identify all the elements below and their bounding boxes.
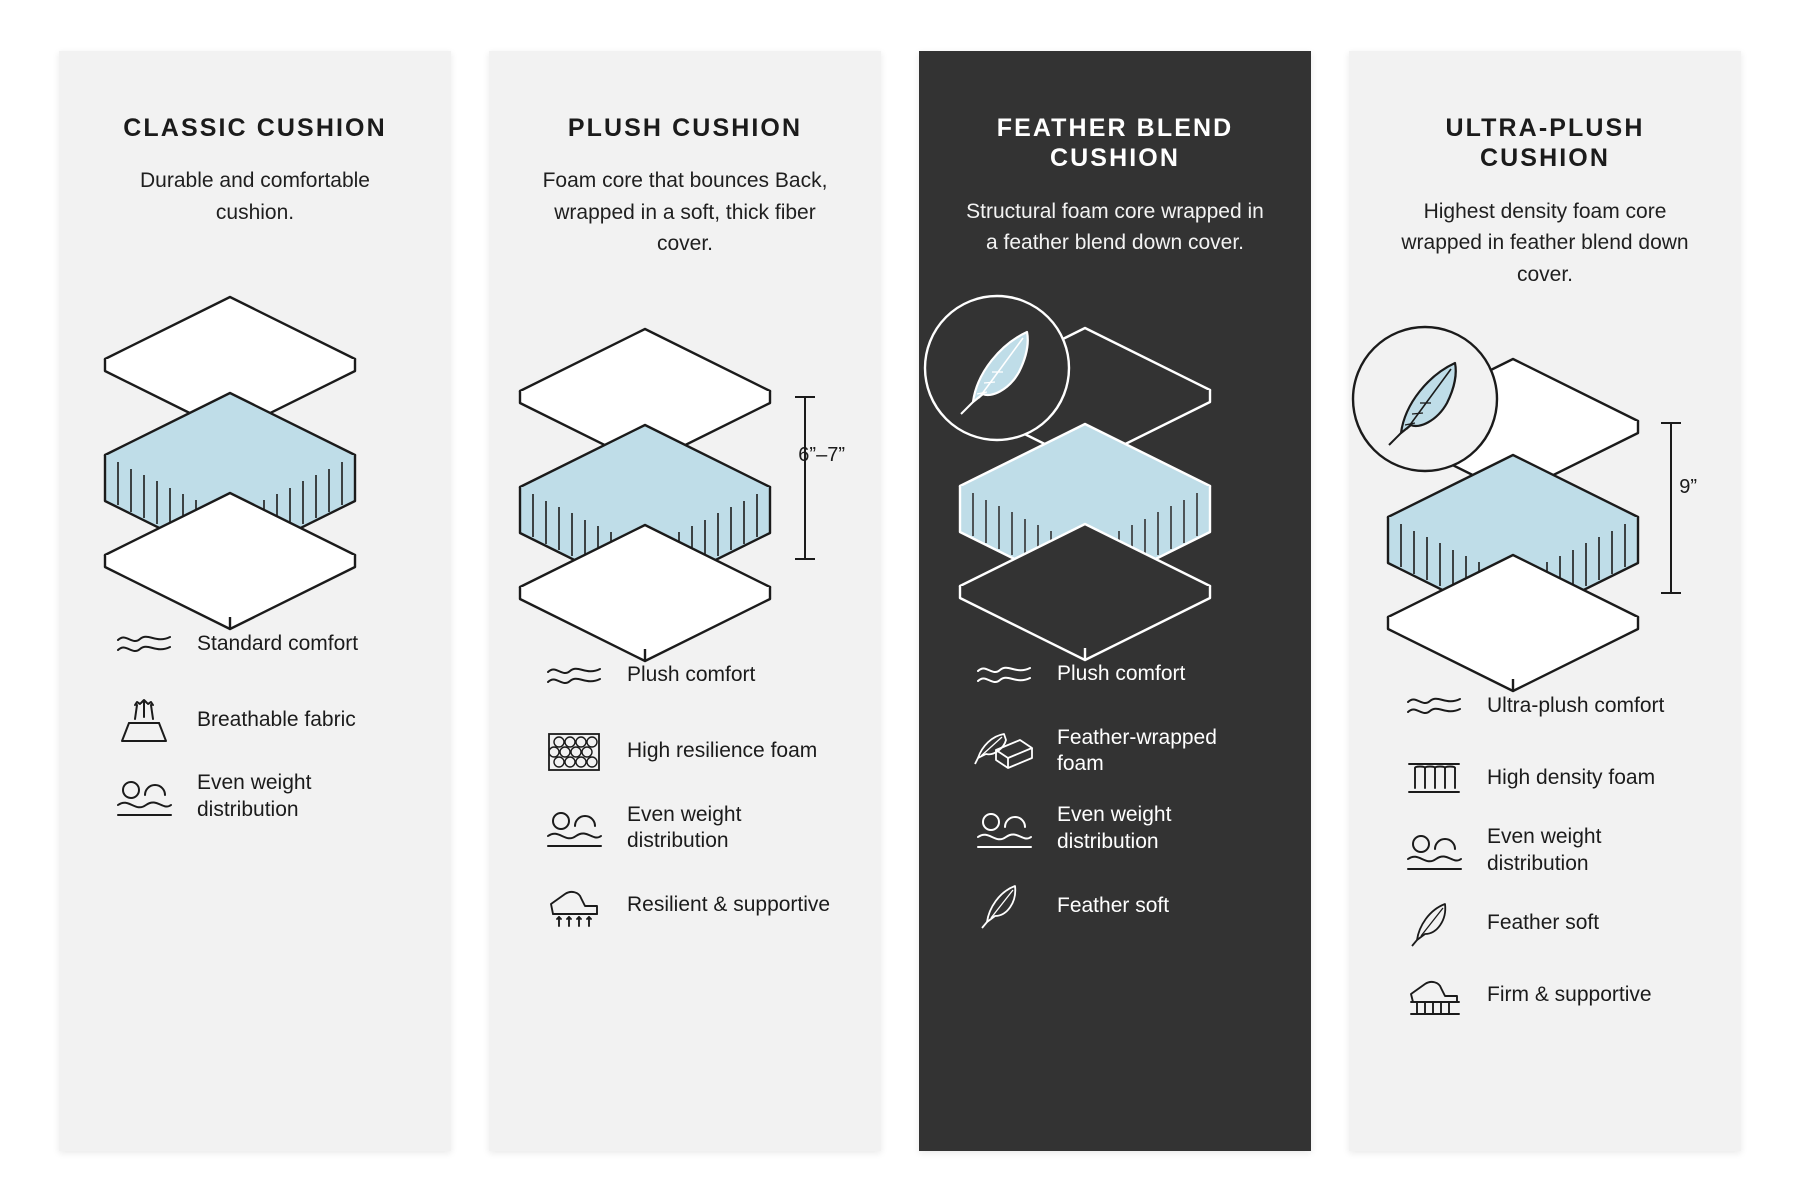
even-weight-distribution-icon	[543, 802, 605, 854]
measurement-bracket	[795, 397, 815, 559]
card-description: Foam core that bounces Back, wrapped in a soft, thick fiber cover.	[542, 169, 828, 255]
feature-list	[1387, 680, 1703, 1022]
feather-badge	[1353, 327, 1497, 471]
cushion-layer-diagram-plush	[527, 294, 843, 624]
cushion-layer-diagram-feather-blend	[957, 293, 1273, 623]
feather-soft-icon	[1403, 898, 1465, 950]
feature-label: Even weight distribution	[1057, 803, 1172, 854]
card-title: ULTRA-PLUSH CUSHION	[1445, 113, 1645, 172]
card-title: CLASSIC CUSHION	[123, 113, 387, 142]
cushion-card-classic[interactable]	[59, 51, 451, 1151]
feature-item	[973, 880, 1273, 932]
measurement-label: 6”–7”	[798, 443, 845, 466]
feature-item	[973, 725, 1273, 779]
feature-item	[543, 726, 843, 778]
cushion-card-ultra-plush[interactable]	[1349, 51, 1741, 1151]
feature-label: Even weight distribution	[197, 771, 312, 821]
feather-badge	[925, 296, 1069, 440]
feature-item	[113, 618, 413, 670]
feature-label: Ultra-plush comfort	[1487, 693, 1665, 717]
feature-list	[957, 649, 1273, 933]
feature-item	[543, 650, 843, 702]
feather-soft-icon	[973, 880, 1035, 932]
feature-item	[1403, 752, 1703, 804]
firm-supportive-icon	[1403, 970, 1465, 1022]
feature-list	[527, 650, 843, 932]
feature-label: Standard comfort	[197, 631, 359, 655]
card-title: PLUSH CUSHION	[567, 113, 803, 142]
even-weight-distribution-icon	[113, 771, 175, 823]
feature-item	[1403, 970, 1703, 1022]
high-resilience-foam-icon	[543, 726, 605, 778]
feature-label: Feather soft	[1057, 893, 1170, 917]
even-weight-distribution-icon	[1403, 825, 1465, 877]
wave-comfort-icon	[543, 650, 605, 702]
feature-label: Plush comfort	[1057, 662, 1186, 686]
resilient-supportive-icon	[543, 879, 605, 931]
feature-label: Feather-wrapped foam	[1057, 725, 1217, 776]
feature-label: High density foam	[1487, 765, 1656, 789]
high-density-foam-icon	[1403, 752, 1465, 804]
card-description: Structural foam core wrapped in a feather blend down cover.	[966, 199, 1264, 254]
cushion-layer-diagram-ultra-plush	[1387, 324, 1703, 654]
card-description: Highest density foam core wrapped in feather blend down cover.	[1401, 199, 1689, 286]
feature-item	[973, 802, 1273, 856]
feature-item	[1403, 824, 1703, 878]
feature-label: Feather soft	[1487, 911, 1600, 935]
feature-item	[973, 649, 1273, 701]
wave-comfort-icon	[1403, 680, 1465, 732]
cushion-layer-diagram-classic	[97, 262, 413, 592]
feature-item	[543, 802, 843, 856]
feature-label: Firm & supportive	[1487, 983, 1652, 1007]
feature-label: Even weight distribution	[1487, 825, 1602, 875]
feature-item	[543, 879, 843, 931]
feature-label: Resilient & supportive	[627, 892, 831, 916]
wave-comfort-icon	[113, 618, 175, 670]
measurement-bracket	[1661, 423, 1681, 593]
cushion-card-plush[interactable]	[489, 51, 881, 1151]
feature-list	[97, 618, 413, 824]
feature-label: High resilience foam	[627, 739, 818, 763]
feature-item	[1403, 680, 1703, 732]
feature-item	[113, 770, 413, 824]
feature-item	[113, 694, 413, 746]
even-weight-distribution-icon	[973, 803, 1035, 855]
card-title: FEATHER BLEND CUSHION	[996, 113, 1234, 172]
feature-label: Plush comfort	[627, 663, 756, 687]
cushion-card-feather-blend[interactable]	[919, 51, 1311, 1151]
card-description: Durable and comfortable cushion.	[140, 169, 370, 224]
wave-comfort-icon	[973, 649, 1035, 701]
feature-item	[1403, 898, 1703, 950]
feature-label: Even weight distribution	[627, 802, 742, 853]
measurement-label: 9”	[1679, 476, 1697, 498]
feature-label: Breathable fabric	[197, 707, 356, 731]
breathable-fabric-icon	[113, 694, 175, 746]
feather-wrapped-foam-icon	[973, 725, 1035, 777]
